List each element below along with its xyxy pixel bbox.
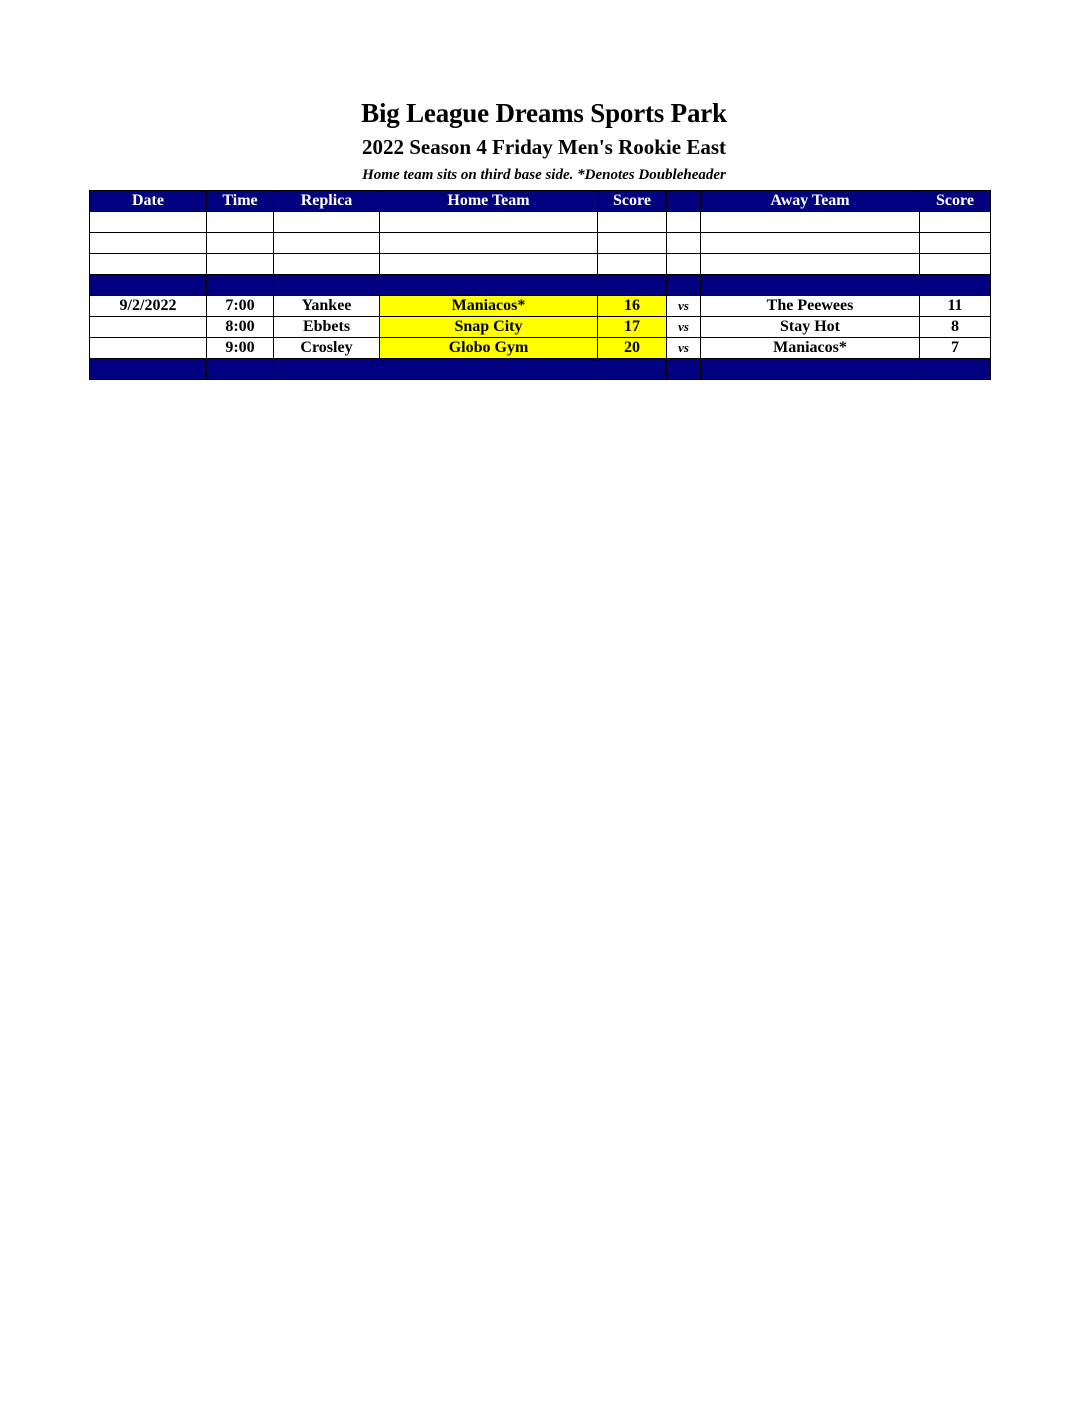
footer-cell <box>380 359 598 380</box>
away-score: 7 <box>920 338 991 359</box>
footer-cell <box>90 359 207 380</box>
away-team: The Peewees <box>701 296 920 317</box>
away-team: Maniacos* <box>701 338 920 359</box>
footer-cell <box>598 359 667 380</box>
footer-cell <box>667 359 701 380</box>
empty-cell <box>380 233 598 254</box>
col-header-time: Time <box>207 191 274 212</box>
vs-label: vs <box>667 338 701 359</box>
game-time: 8:00 <box>207 317 274 338</box>
away-team: Stay Hot <box>701 317 920 338</box>
empty-cell <box>380 254 598 275</box>
footer-cell <box>701 359 920 380</box>
vs-label: vs <box>667 296 701 317</box>
col-header-home-score: Score <box>598 191 667 212</box>
away-score: 11 <box>920 296 991 317</box>
empty-cell <box>920 212 991 233</box>
empty-cell <box>207 254 274 275</box>
vs-label: vs <box>667 317 701 338</box>
empty-cell <box>90 212 207 233</box>
home-team: Maniacos* <box>380 296 598 317</box>
home-score: 16 <box>598 296 667 317</box>
game-replica: Yankee <box>274 296 380 317</box>
separator-cell <box>701 275 920 296</box>
empty-cell <box>667 212 701 233</box>
separator-cell <box>598 275 667 296</box>
empty-cell <box>598 212 667 233</box>
empty-cell <box>667 254 701 275</box>
empty-cell <box>207 212 274 233</box>
empty-cell <box>920 254 991 275</box>
empty-cell <box>598 233 667 254</box>
separator-cell <box>207 275 274 296</box>
empty-cell <box>667 233 701 254</box>
separator-cell <box>920 275 991 296</box>
separator-cell <box>380 275 598 296</box>
empty-row <box>90 254 991 275</box>
game-date <box>90 338 207 359</box>
separator-cell <box>90 275 207 296</box>
away-score: 8 <box>920 317 991 338</box>
separator-row <box>90 275 991 296</box>
separator-cell <box>274 275 380 296</box>
empty-cell <box>90 254 207 275</box>
col-header-home-team: Home Team <box>380 191 598 212</box>
empty-cell <box>701 212 920 233</box>
home-score: 17 <box>598 317 667 338</box>
game-row <box>90 317 991 338</box>
footer-cell <box>920 359 991 380</box>
page-subtitle: 2022 Season 4 Friday Men's Rookie East <box>361 135 726 159</box>
empty-cell <box>90 233 207 254</box>
game-row <box>90 296 991 317</box>
col-header-away-score: Score <box>920 191 991 212</box>
empty-cell <box>701 233 920 254</box>
col-header-away-team: Away Team <box>701 191 920 212</box>
game-date <box>90 317 207 338</box>
empty-cell <box>598 254 667 275</box>
col-header-replica: Replica <box>274 191 380 212</box>
game-time: 7:00 <box>207 296 274 317</box>
game-replica: Crosley <box>274 338 380 359</box>
schedule-table <box>89 190 991 380</box>
home-team: Globo Gym <box>380 338 598 359</box>
empty-cell <box>701 254 920 275</box>
empty-row <box>90 212 991 233</box>
empty-cell <box>920 233 991 254</box>
empty-cell <box>380 212 598 233</box>
empty-cell <box>207 233 274 254</box>
empty-cell <box>274 212 380 233</box>
empty-cell <box>274 254 380 275</box>
col-header-vs <box>667 191 701 212</box>
empty-row <box>90 233 991 254</box>
page-title: Big League Dreams Sports Park <box>361 98 727 128</box>
footer-cell <box>274 359 380 380</box>
home-team-note: Home team sits on third base side. *Denotes Doubleheader <box>362 167 726 183</box>
footer-cell <box>207 359 274 380</box>
footer-row <box>90 359 991 380</box>
game-row <box>90 338 991 359</box>
home-team: Snap City <box>380 317 598 338</box>
game-replica: Ebbets <box>274 317 380 338</box>
game-date: 9/2/2022 <box>90 296 207 317</box>
col-header-date: Date <box>90 191 207 212</box>
home-score: 20 <box>598 338 667 359</box>
separator-cell <box>667 275 701 296</box>
game-time: 9:00 <box>207 338 274 359</box>
header-row <box>90 191 991 212</box>
empty-cell <box>274 233 380 254</box>
